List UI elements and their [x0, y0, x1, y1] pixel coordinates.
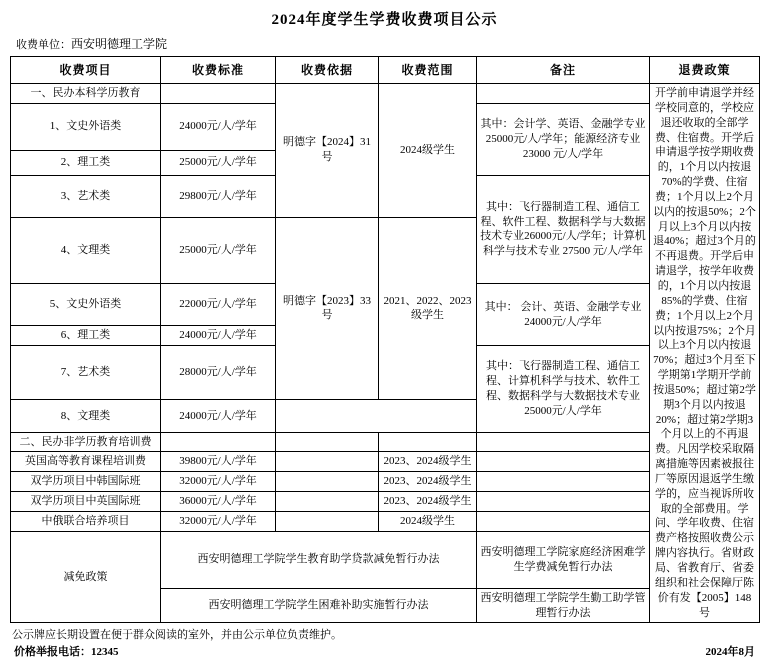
training-basis-2 [276, 472, 379, 492]
report-phone-value: 12345 [91, 645, 119, 658]
charging-unit-label: 收费单位： [16, 39, 71, 51]
fee-standard-3: 29800元/人/学年 [161, 175, 276, 217]
footer-date: 2024年8月 [705, 645, 755, 658]
header-fee-standard: 收费标准 [161, 57, 276, 84]
table-row [11, 472, 760, 492]
fee-standard-7: 28000元/人/学年 [161, 346, 276, 400]
footer-line-1: 公示牌应长期设置在便于群众阅读的室外，并由公示单位负责维护。 [12, 629, 342, 642]
table-header-row [11, 57, 760, 84]
table-row [11, 531, 760, 588]
training-item-1: 英国高等教育课程培训费 [11, 452, 161, 472]
header-fee-scope: 收费范围 [379, 57, 477, 84]
training-basis-3 [276, 492, 379, 512]
page-title: 2024年度学生学费收费项目公示 [271, 12, 498, 28]
reduction-policy-col1-line1: 西安明德理工学院学生教育助学贷款减免暂行办法 [161, 531, 477, 588]
empty-remark-2 [477, 432, 650, 452]
fee-standard-4: 25000元/人/学年 [161, 217, 276, 284]
basis-2024: 明德字【2024】31号 [276, 84, 379, 218]
training-scope-3: 2023、2024级学生 [379, 492, 477, 512]
scope-2024: 2024级学生 [379, 84, 477, 218]
charging-unit-name: 西安明德理工学院 [71, 37, 168, 51]
remark-2024-a: 其中：会计学、英语、金融学专业25000元/人/学年；能源经济专业 23000 元/人/学年 [477, 103, 650, 175]
empty-basis-2 [276, 432, 379, 452]
table-row [11, 84, 760, 104]
fee-disclosure-table [10, 56, 760, 623]
reduction-policy-col1-line2: 西安明德理工学院学生困难补助实施暂行办法 [161, 588, 477, 623]
empty-scope-2 [379, 432, 477, 452]
empty-standard-2 [161, 432, 276, 452]
fee-item-2: 2、理工类 [11, 150, 161, 175]
header-remark: 备注 [477, 57, 650, 84]
training-standard-3: 36000元/人/学年 [161, 492, 276, 512]
fee-standard-1: 24000元/人/学年 [161, 103, 276, 150]
reduction-policy-col2-line2: 西安明德理工学院学生勤工助学管理暂行办法 [477, 588, 650, 623]
header-fee-basis: 收费依据 [276, 57, 379, 84]
table-row [11, 511, 760, 531]
training-item-4: 中俄联合培养项目 [11, 511, 161, 531]
fee-standard-2: 25000元/人/学年 [161, 150, 276, 175]
reduction-policy-label: 减免政策 [11, 531, 161, 623]
training-standard-2: 32000元/人/学年 [161, 472, 276, 492]
table-row [11, 492, 760, 512]
training-standard-1: 39800元/人/学年 [161, 452, 276, 472]
fee-item-7: 7、艺术类 [11, 346, 161, 400]
section-title-undergraduate: 一、民办本科学历教育 [11, 84, 161, 104]
training-scope-1: 2023、2024级学生 [379, 452, 477, 472]
fee-item-3: 3、艺术类 [11, 175, 161, 217]
remark-2023-a: 其中： 会计、英语、金融学专业 24000元/人/学年 [477, 284, 650, 346]
fee-item-5: 5、文史外语类 [11, 284, 161, 326]
charging-unit-line [10, 35, 759, 56]
reduction-policy-col2-line1: 西安明德理工学院家庭经济困难学生学费减免暂行办法 [477, 531, 650, 588]
fee-standard-5: 22000元/人/学年 [161, 284, 276, 326]
scope-2021-2023: 2021、2022、2023级学生 [379, 217, 477, 400]
training-item-3: 双学历项目中英国际班 [11, 492, 161, 512]
remark-2024-b: 其中：飞行器制造工程、通信工程、软件工程、数据科学与大数据技术专业26000元/人/学年；计算机科学与技术专业 27500 元/人/学年 [477, 175, 650, 284]
fee-item-8: 8、文理类 [11, 400, 161, 432]
training-scope-2: 2023、2024级学生 [379, 472, 477, 492]
training-standard-4: 32000元/人/学年 [161, 511, 276, 531]
header-refund-policy: 退费政策 [650, 57, 760, 84]
fee-standard-6: 24000元/人/学年 [161, 326, 276, 346]
footer-notice [10, 627, 759, 660]
fee-item-4: 4、文理类 [11, 217, 161, 284]
report-phone-label: 价格举报电话： [14, 645, 91, 658]
basis-2023: 明德字【2023】33号 [276, 217, 379, 400]
training-basis-1 [276, 452, 379, 472]
fee-item-1: 1、文史外语类 [11, 103, 161, 150]
section-title-nondegree: 二、民办非学历教育培训费 [11, 432, 161, 452]
footer-line-2 [12, 644, 759, 660]
training-item-2: 双学历项目中韩国际班 [11, 472, 161, 492]
table-row [11, 432, 760, 452]
empty-standard [161, 84, 276, 104]
training-remark-1 [477, 452, 650, 472]
empty-remark [477, 84, 650, 104]
training-remark-2 [477, 472, 650, 492]
fee-standard-8: 24000元/人/学年 [161, 400, 276, 432]
training-remark-3 [477, 492, 650, 512]
fee-item-6: 6、理工类 [11, 326, 161, 346]
header-fee-item: 收费项目 [11, 57, 161, 84]
table-row [11, 452, 760, 472]
refund-policy-text: 开学前申请退学并经学校同意的，学校应退还收取的全部学费、住宿费。开学后申请退学按学期收费的，1个月以内按退70%的学费、住宿费；1个月以上2个月以内的按退50%；2个月以上3个月以内按退40%；超过3个月的不再退费。开学后申请退学，按学年收费的，1个月以内按退85%的学费、住宿费；1个月以上2个月以内按退75%；2个月以上3个月以内按退70%；超过3个月至下学期第1学期开学前按退50%；超过第2学期3个月以内按退20%；超过第2学期3个月以上的不再退费。凡因学校采取隔离措施等因素被报往厂等原因退返学生缴学的，应当视诉所收取的全部费用。学问、学年收费、住宿费产格按照收费公示牌内容执行。省财政局、省教育厅、省委组织和社会保障厅陈价有发【2005】148号 [650, 84, 760, 623]
training-remark-4 [477, 511, 650, 531]
remark-2023-b: 其中：飞行器制造工程、通信工程、计算机科学与技术、软件工程、数据科学与大数据技术专业25000元/人/学年 [477, 346, 650, 433]
training-basis-4 [276, 511, 379, 531]
training-scope-4: 2024级学生 [379, 511, 477, 531]
